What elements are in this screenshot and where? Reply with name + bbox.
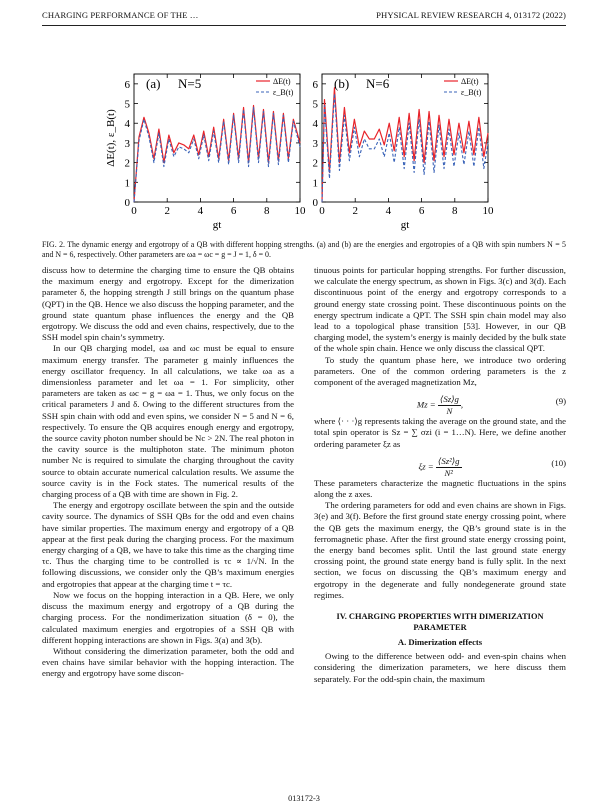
x-tick-label: 4 <box>197 205 204 217</box>
y-tick-label: 5 <box>124 98 130 111</box>
eq10-fraction <box>436 456 462 479</box>
y-tick-label: 6 <box>124 78 130 91</box>
x-tick-label: 2 <box>164 205 170 217</box>
paragraph: To study the quantum phase here, we introduce two ordering parameters. One of the common ordering parameters is the z component of the averaged magnetization Mz, <box>314 354 566 388</box>
running-header <box>42 10 566 24</box>
eq9-fraction <box>438 394 461 417</box>
legend-label: ε_B(t) <box>461 88 482 97</box>
equation-9: Mz = $\frac{⟨Sz⟩g}{N}$ , (9) <box>416 394 566 417</box>
subsection-heading: A. Dimerization effects <box>397 637 483 648</box>
energy-series-line <box>322 88 488 202</box>
eq9-denominator: N <box>446 406 453 417</box>
y-tick-label: 0 <box>312 197 318 209</box>
paragraph: The energy and ergotropy oscillate between the spin and the outside cavity source. The dynamics of SSH QBs for the odd and even chains have similar properties. The maximum energy and ergotropy of a QB appear at the first peak during the charging process. For the maximum energy charging of a QB, we have to take this time as the charging time τc. Thus the charging time to be controlled is τc ∝ 1/√N. In the following discussions, we consider only the QB’s maximum energies and ergotropies that appear at the charging time t = τc. <box>42 500 294 589</box>
legend-label: ΔE(t) <box>273 77 291 86</box>
eq10-denominator: N² <box>444 467 453 478</box>
figure-caption: FIG. 2. The dynamic energy and ergotropy of a QB with different hopping strengths. (a) and (b) are the energies and ergotropies of a QB with spin numbers N = 5 and N = 6, respectively. Other parameters are ωa = ωc = g = J = 1, δ = 0. <box>42 240 566 260</box>
eq9-lhs: Mz = <box>416 399 436 410</box>
x-tick-label: 0 <box>131 205 137 217</box>
ergotropy-series-line <box>134 107 300 202</box>
page-number: 013172-3 <box>288 794 320 803</box>
x-tick-label: 0 <box>319 205 325 217</box>
y-tick-label: 0 <box>124 197 130 209</box>
x-tick-label: 10 <box>482 205 494 217</box>
paragraph: discuss how to determine the charging time to ensure the QB obtains the maximum energy and ergotropy. Except for the dimerization parameter δ, the hopping strength J still brings on the quantum phase (QPT) in the QB. Hence we also discuss the hopping parameter, and the ground state quantum phase influences the energy and the QB ergotropy. We discuss the odd and even chains, respectively, due to the SSH model spin chain’s symmetry. <box>42 265 294 343</box>
paragraph: Now we focus on the hopping interaction in a QB. Here, we only discuss the maximum energy and ergotropy of a QB during the charging process. For the nondimerization situation (δ = 0), the calculated maximum energies and ergotropies of a SSH QB with different hopping interactions are shown in Figs. 3(a) and 3(b). <box>42 589 294 645</box>
eq9-number: (9) <box>555 396 566 407</box>
x-tick-label: 4 <box>385 205 392 217</box>
y-tick-label: 1 <box>312 177 318 190</box>
equation-10 <box>314 451 566 477</box>
y-tick-label: 4 <box>124 118 130 131</box>
figure-2 <box>100 64 510 236</box>
x-tick-label: 10 <box>294 205 306 217</box>
y-tick-label: 5 <box>312 98 318 111</box>
left-column <box>42 265 294 680</box>
paragraph: Without considering the dimerization parameter, both the odd and even chains have similar behavior with the hopping interaction. The energy and ergotropy have some discon- <box>42 645 294 679</box>
eq10-lhs: ξz = <box>418 461 434 472</box>
y-tick-label: 3 <box>312 137 318 150</box>
x-tick-label: 6 <box>418 205 425 217</box>
panel-title: N=5 <box>178 76 202 91</box>
paragraph: The ordering parameters for odd and even chains are shown in Figs. 3(e) and 3(f). Before the first ground state energy crossing point, where the QB gets the maximum energy, the QB’s ground state is in the ferromagnetic phase. After the first ground state energy crossing point, the energy band becomes split. Until the last ground state energy crossing point, the ground state energy band is fully split. In the next section, we focus on discussing the QB’s maximum energy and ergotropy in the degenerate and fully nondegenerate ground state regimes. <box>314 500 566 600</box>
y-tick-label: 4 <box>312 118 318 131</box>
panel-title: N=6 <box>366 76 390 91</box>
eq10-numerator: ⟨Sz²⟩g <box>437 455 460 466</box>
paragraph: These parameters characterize the magnetic fluctuations in the spins along the z axes. <box>314 477 566 500</box>
header-left: CHARGING PERFORMANCE OF THE … <box>42 10 199 20</box>
y-tick-label: 2 <box>312 157 318 170</box>
eq10-number: (10) <box>551 457 566 468</box>
paragraph: In our QB charging model, ωa and ωc must be equal to ensure maximum energy transfer. The parameter g mainly influences the energy oscillator frequency. In all calculations, we take ωa as a dimensionless parameter and let ωa = 1. For simplicity, other parameters are taken as ωc = g = ωa = 1. Thus, we only focus on the critical parameters J and δ. Owing to the different structures from the SSH spin chain with odd and even spins, we consider N = 5 and N = 6, respectively. To ensure the QB acquires enough energy and ergotropy, the source cavity photon number should be Nc > 2N. The real photon in the cavity source is the multiphoton state. The minimum photon number Nc is required to simulate the charging throughout the cavity source to obtain accurate numerical calculation results. We assume the source cavity is in the Fock states. The numerical results of the charging process of a QB with time are shown in Fig. 2. <box>42 343 294 500</box>
paragraph: tinuous points for particular hopping strengths. For further discussion, we calculate the energy spectrum, as shown in Figs. 3(c) and 3(d). Each discontinuous point of the energy and ergotropy corresponds to a ground energy state crossing point. These discontinuous points on the energy spectrum indicate a QPT. The SSH spin chain model may also lead to a topological phase transition [53]. However, in our QB charging model, the system’s energy is mainly decided by the bulk state of the whole spin chain. Hence we only discuss the classical QPT. <box>314 265 566 354</box>
header-rule <box>42 25 566 26</box>
eq9-numerator: ⟨Sz⟩g <box>439 394 459 405</box>
y-tick-label: 2 <box>124 157 130 170</box>
paragraph: Owing to the difference between odd- and even-spin chains when considering the dimerization parameters, we here discuss them separately. For the odd-spin chain, the maximum <box>314 651 566 684</box>
y-axis-label: ΔE(t), ε_B(t) <box>105 109 117 167</box>
panel-label: (a) <box>146 76 161 91</box>
section-heading: IV. CHARGING PROPERTIES WITH DIMERIZATION PARAMETER <box>336 612 544 633</box>
y-tick-label: 1 <box>124 177 130 190</box>
x-tick-label: 8 <box>452 205 458 217</box>
x-axis-label: gt <box>400 219 410 231</box>
x-axis-label: gt <box>212 219 222 231</box>
x-tick-label: 8 <box>264 205 270 217</box>
right-column <box>314 265 566 685</box>
legend-label: ε_B(t) <box>273 88 294 97</box>
energy-series-line <box>134 106 300 202</box>
panel-label: (b) <box>334 76 350 91</box>
x-tick-label: 6 <box>230 205 237 217</box>
y-tick-label: 6 <box>312 78 318 91</box>
header-right: PHYSICAL REVIEW RESEARCH 4, 013172 (2022) <box>376 10 566 20</box>
y-tick-label: 3 <box>124 137 130 150</box>
x-tick-label: 2 <box>352 205 358 217</box>
paragraph: where ⟨· · ·⟩g represents taking the average on the ground state, and the total spin operator is Sz = ∑ σzi (i = 1…N). Here, we define another ordering parameter ξz as <box>314 416 566 449</box>
legend-label: ΔE(t) <box>461 77 479 86</box>
